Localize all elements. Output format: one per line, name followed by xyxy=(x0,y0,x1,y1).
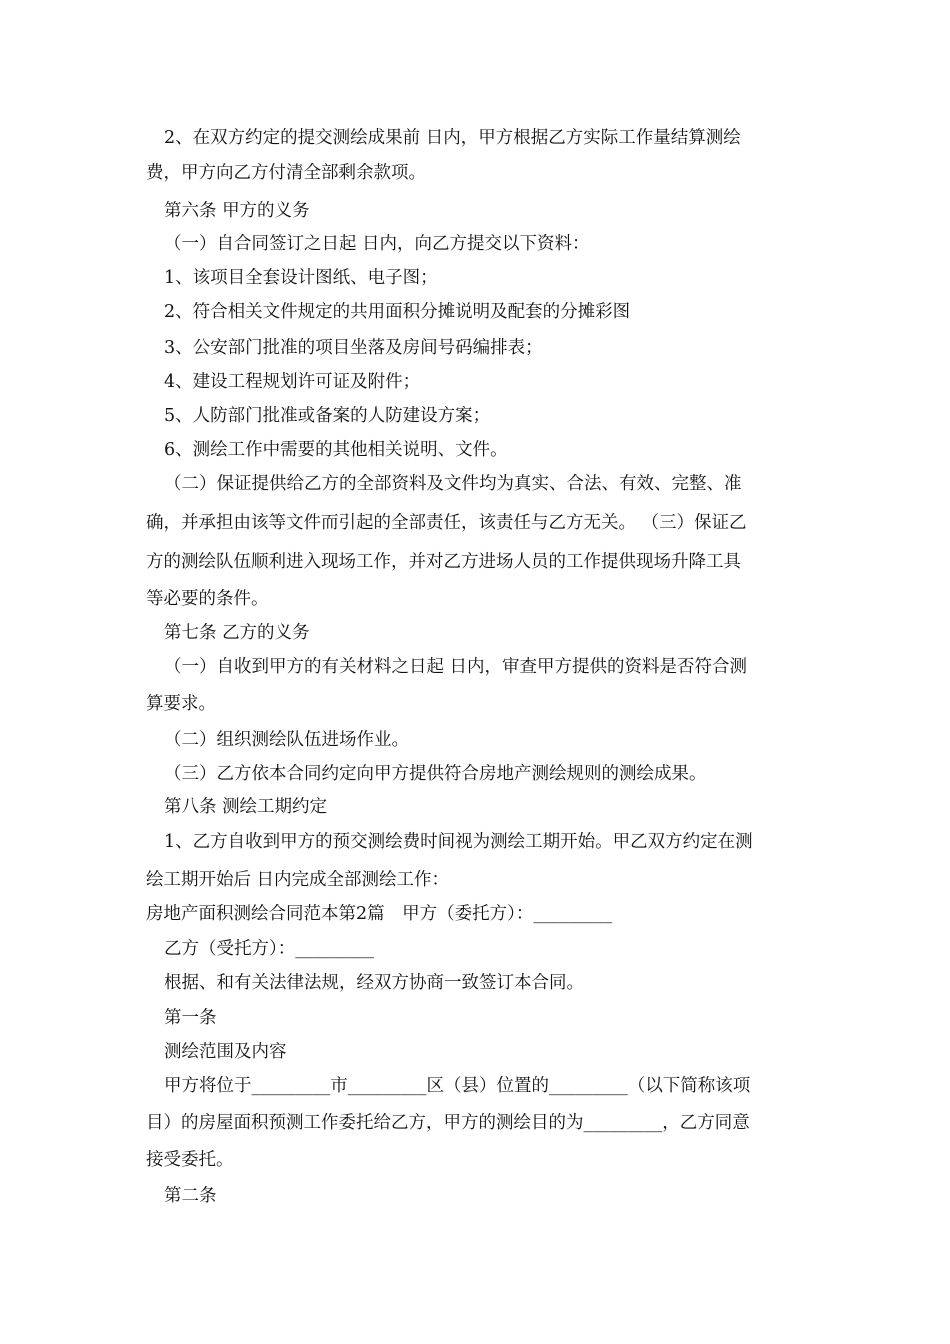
paragraph-line: 2、在双方约定的提交测绘成果前 日内，甲方根据乙方实际工作量结算测绘 xyxy=(164,128,741,148)
paragraph-line: 算要求。 xyxy=(146,694,216,714)
paragraph-line: 绘工期开始后 日内完成全部测绘工作： xyxy=(146,870,450,890)
paragraph-line: （二）保证提供给乙方的全部资料及文件均为真实、合法、有效、完整、准 xyxy=(164,474,742,494)
list-item: 3、公安部门批准的项目坐落及房间号码编排表； xyxy=(164,338,543,358)
paragraph-line: 目）的房屋面积预测工作委托给乙方，甲方的测绘目的为_________，乙方同意 xyxy=(146,1113,750,1133)
section-heading: 第一条 xyxy=(164,1008,217,1028)
paragraph-line: （一）自收到甲方的有关材料之日起 日内，审查甲方提供的资料是否符合测 xyxy=(164,657,748,677)
paragraph-line: 乙方（受托方）：_________ xyxy=(164,939,374,959)
paragraph-line: 等必要的条件。 xyxy=(146,589,269,609)
paragraph-line: 甲方将位于_________市_________区（县）位置的_________（以下简称该项 xyxy=(164,1076,751,1096)
paragraph-line: 确，并承担由该等文件而引起的全部责任，该责任与乙方无关。 （三）保证乙 xyxy=(146,513,747,533)
section-heading: 第二条 xyxy=(164,1186,217,1206)
paragraph-line: 方的测绘队伍顺利进入现场工作，并对乙方进场人员的工作提供现场升降工具 xyxy=(146,552,741,572)
paragraph-line: （三）乙方依本合同约定向甲方提供符合房地产测绘规则的测绘成果。 xyxy=(164,764,707,784)
section-heading: 第六条 甲方的义务 xyxy=(164,201,310,221)
section-heading: 第七条 乙方的义务 xyxy=(164,623,310,643)
document-title-line: 房地产面积测绘合同范本第2篇 甲方（委托方）：_________ xyxy=(146,904,613,924)
paragraph-line: 费，甲方向乙方付清全部剩余款项。 xyxy=(146,163,426,183)
paragraph-line: （二）组织测绘队伍进场作业。 xyxy=(164,730,409,750)
list-item: 6、测绘工作中需要的其他相关说明、文件。 xyxy=(164,440,508,460)
list-item: 4、建设工程规划许可证及附件； xyxy=(164,372,421,392)
list-item: 1、该项目全套设计图纸、电子图； xyxy=(164,268,438,288)
paragraph-line: 1、乙方自收到甲方的预交测绘费时间视为测绘工期开始。甲乙双方约定在测 xyxy=(164,832,753,852)
list-item: 5、人防部门批准或备案的人防建设方案； xyxy=(164,406,491,426)
paragraph-line: （一）自合同签订之日起 日内，向乙方提交以下资料： xyxy=(164,234,590,254)
paragraph-line: 接受委托。 xyxy=(146,1150,234,1170)
section-subheading: 测绘范围及内容 xyxy=(164,1042,287,1062)
paragraph-line: 根据、和有关法律法规，经双方协商一致签订本合同。 xyxy=(164,973,584,993)
section-heading: 第八条 测绘工期约定 xyxy=(164,797,328,817)
list-item: 2、符合相关文件规定的共用面积分摊说明及配套的分摊彩图 xyxy=(164,302,631,322)
